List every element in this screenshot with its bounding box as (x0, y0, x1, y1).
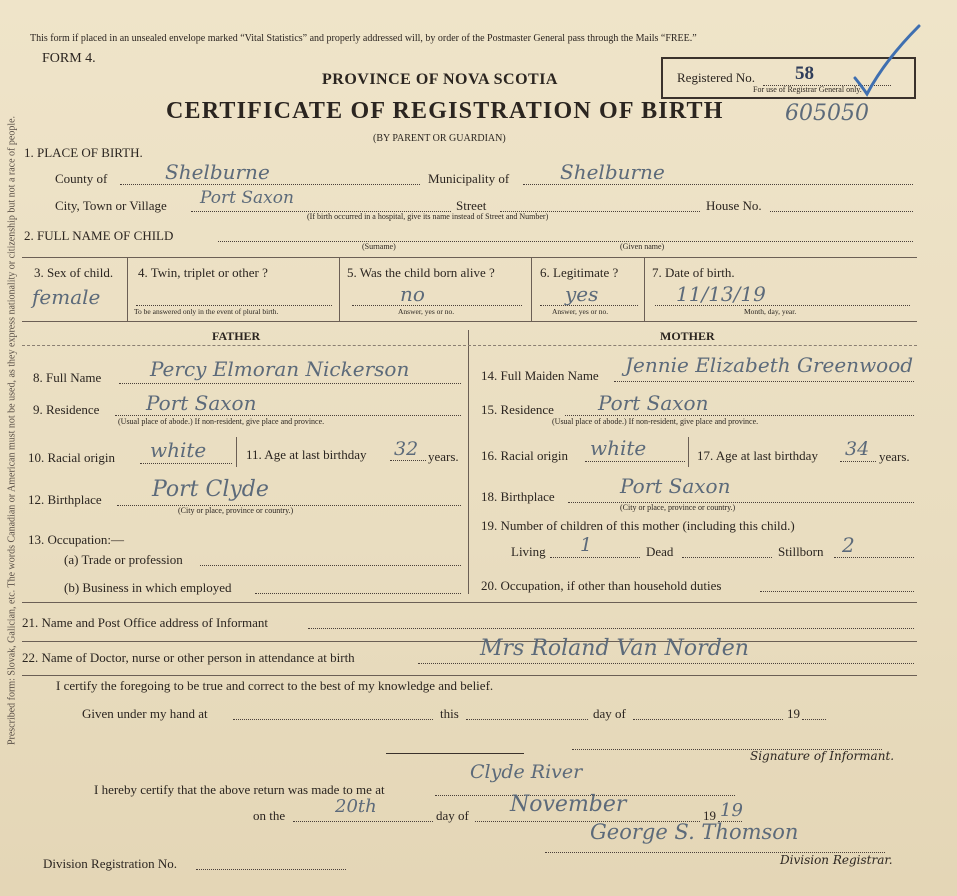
registrar-day-of-label: day of (436, 808, 469, 823)
father-birthplace-value: Port Clyde (152, 477, 269, 502)
alive-value: no (400, 282, 425, 306)
doctor-value: Mrs Roland Van Norden (480, 636, 749, 661)
page-title: CERTIFICATE OF REGISTRATION OF BIRTH (166, 98, 724, 124)
on-the-label: on the (253, 808, 286, 823)
mother-birthplace-value: Port Saxon (620, 474, 731, 498)
registrar-place-value: Clyde River (470, 761, 583, 783)
municipality-value: Shelburne (560, 160, 665, 184)
mother-residence-value: Port Saxon (598, 391, 709, 415)
registrar-statement: I hereby certify that the above return was made to me at (94, 782, 385, 797)
mother-occupation-label: 20. Occupation, if other than household duties (481, 578, 722, 593)
place-of-birth-heading: 1. PLACE OF BIRTH. (24, 145, 143, 160)
county-label: County of (55, 171, 108, 186)
mother-racial-value: white (590, 436, 647, 460)
hospital-note: (If birth occurred in a hospital, give its name instead of Street and Number) (307, 212, 549, 221)
sex-label: 3. Sex of child. (34, 265, 114, 280)
form-number: FORM 4. (42, 51, 96, 66)
father-name-value: Percy Elmoran Nickerson (150, 357, 410, 381)
certificate-number: 605050 (785, 101, 869, 126)
business-label: (b) Business in which employed (64, 580, 232, 595)
day-of-label: day of (593, 706, 626, 721)
child-name-label: 2. FULL NAME OF CHILD (24, 228, 174, 243)
county-value: Shelburne (165, 160, 270, 184)
doctor-label: 22. Name of Doctor, nurse or other person in attendance at birth (22, 650, 355, 665)
mother-residence-label: 15. Residence (481, 402, 554, 417)
house-label: House No. (706, 198, 762, 213)
given-year-prefix: 19 (787, 706, 800, 721)
margin-note: Prescribed form: Slovak, Galician, etc. The words Canadian or American must not be used, as they express nationality or citizenship but not a race of people. (6, 115, 18, 746)
alive-label: 5. Was the child born alive ? (347, 265, 495, 280)
trade-label: (a) Trade or profession (64, 552, 183, 567)
check-mark-icon (845, 20, 925, 100)
mother-birthplace-label: 18. Birthplace (481, 489, 555, 504)
twin-label: 4. Twin, triplet or other ? (138, 265, 268, 280)
registrar-year-prefix: 19 (703, 808, 716, 823)
registrar-signature: George S. Thomson (590, 820, 799, 844)
certify-statement: I certify the foregoing to be true and correct to the best of my knowledge and belief. (56, 678, 494, 693)
division-registration-label: Division Registration No. (43, 856, 177, 871)
father-years-label: years. (428, 449, 459, 464)
date-note: Month, day, year. (744, 307, 797, 316)
mother-racial-label: 16. Racial origin (481, 448, 569, 463)
date-label: 7. Date of birth. (652, 265, 735, 280)
mother-years-label: years. (879, 449, 910, 464)
registrar-year-value: 19 (720, 800, 743, 821)
mother-residence-note: (Usual place of abode.) If non-resident, give place and province. (552, 417, 759, 426)
city-value: Port Saxon (200, 188, 294, 208)
father-racial-label: 10. Racial origin (28, 450, 116, 465)
mother-age-label: 17. Age at last birthday (697, 448, 818, 463)
mother-name-value: Jennie Elizabeth Greenwood (625, 353, 914, 377)
registered-label: Registered No. (677, 70, 755, 85)
legitimate-note: Answer, yes or no. (552, 307, 609, 316)
living-value: 1 (580, 534, 593, 556)
informant-label: 21. Name and Post Office address of Informant (22, 615, 268, 630)
father-name-label: 8. Full Name (33, 370, 102, 385)
province-heading: PROVINCE OF NOVA SCOTIA (322, 71, 558, 88)
mother-age-value: 34 (845, 438, 870, 460)
date-value: 11/13/19 (676, 282, 766, 306)
signature-informant-label: Signature of Informant. (750, 749, 895, 763)
sex-value: female (32, 285, 101, 309)
given-label: Given under my hand at (82, 706, 208, 721)
father-racial-value: white (150, 438, 207, 462)
city-label: City, Town or Village (55, 198, 167, 213)
mother-birthplace-note: (City or place, province or country.) (620, 503, 736, 512)
father-residence-label: 9. Residence (33, 402, 100, 417)
stillborn-value: 2 (842, 533, 855, 557)
legitimate-value: yes (565, 282, 599, 306)
father-residence-note: (Usual place of abode.) If non-resident, give place and province. (118, 417, 325, 426)
page-subtitle: (BY PARENT OR GUARDIAN) (373, 133, 506, 144)
children-count-label: 19. Number of children of this mother (including this child.) (481, 518, 795, 533)
surname-note: (Surname) (362, 242, 396, 251)
given-name-note: (Given name) (620, 242, 665, 251)
municipality-label: Municipality of (428, 171, 510, 186)
mail-notice: This form if placed in an unsealed envelope marked “Vital Statistics” and properly addressed will, by order of the Postmaster General pass through the Mails “FREE.” (30, 33, 697, 44)
alive-note: Answer, yes or no. (398, 307, 455, 316)
stillborn-label: Stillborn (778, 544, 824, 559)
father-heading: FATHER (212, 329, 261, 343)
father-residence-value: Port Saxon (146, 391, 257, 415)
father-age-value: 32 (394, 438, 419, 460)
living-label: Living (511, 544, 546, 559)
twin-note: To be answered only in the event of plural birth. (134, 307, 279, 316)
dead-label: Dead (646, 544, 674, 559)
registered-number: 58 (795, 63, 814, 84)
this-label: this (440, 706, 459, 721)
father-age-label: 11. Age at last birthday (246, 447, 367, 462)
occupation-label: 13. Occupation:— (28, 532, 125, 547)
street-label: Street (456, 198, 487, 213)
mother-name-label: 14. Full Maiden Name (481, 368, 599, 383)
registrar-day-value: 20th (335, 796, 377, 817)
division-registrar-label: Division Registrar. (780, 853, 893, 867)
registrar-note: For use of Registrar General only. (753, 85, 862, 94)
father-birthplace-note: (City or place, province or country.) (178, 506, 294, 515)
father-birthplace-label: 12. Birthplace (28, 492, 102, 507)
mother-heading: MOTHER (660, 329, 715, 343)
legitimate-label: 6. Legitimate ? (540, 265, 619, 280)
registrar-month-value: November (510, 792, 627, 817)
